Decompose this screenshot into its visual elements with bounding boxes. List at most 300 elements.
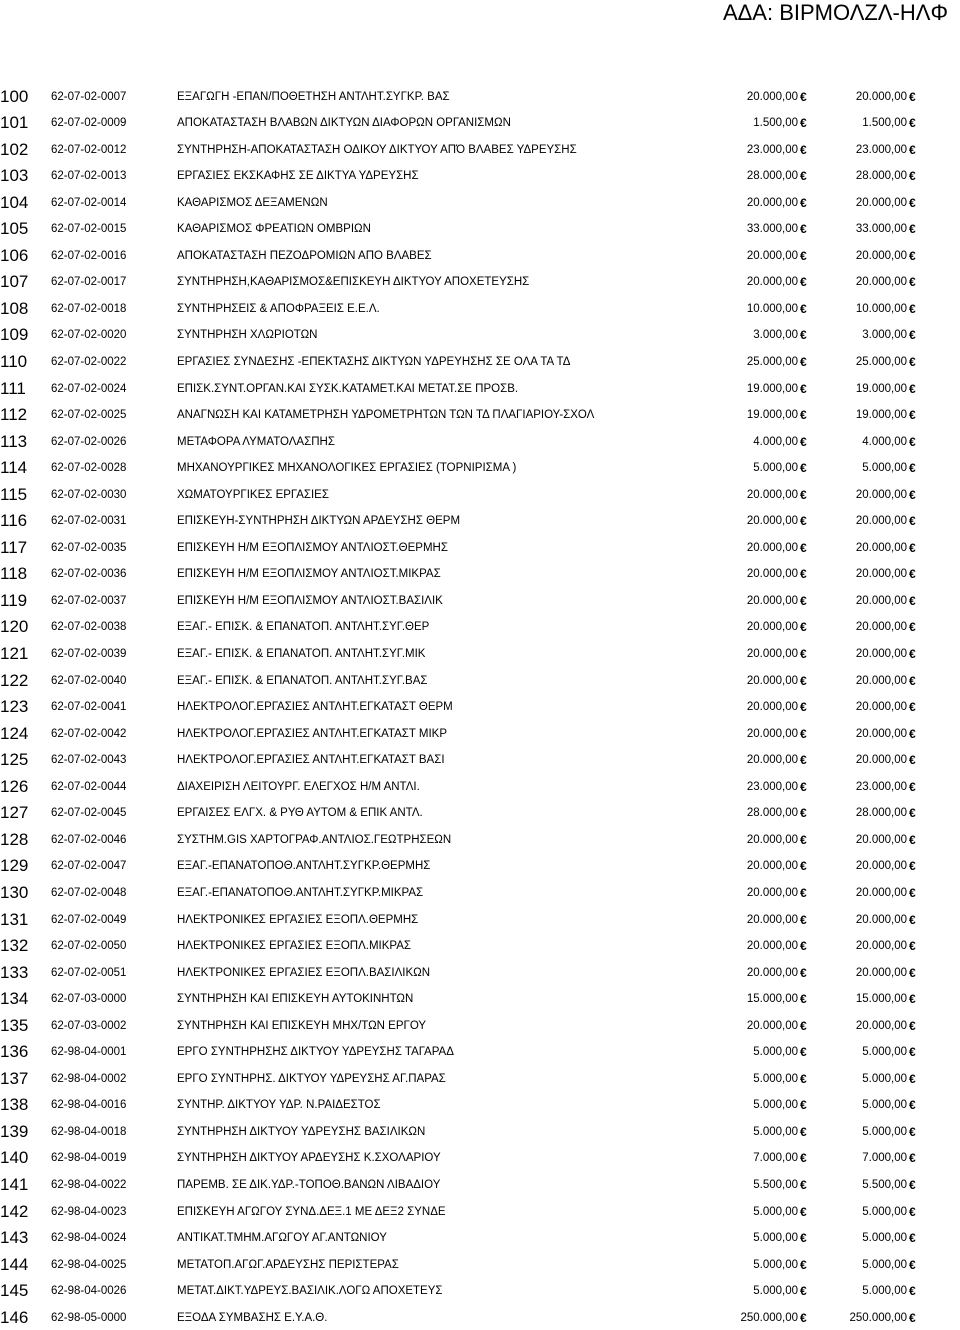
euro-sign: € — [909, 434, 916, 449]
euro-sign: € — [909, 328, 916, 343]
amount-budget: 20.000,00 — [746, 488, 798, 501]
table-row — [0, 1276, 960, 1303]
table-row — [0, 612, 960, 639]
amount-budget: 20.000,00 — [746, 966, 798, 979]
amount-approved: 33.000,00 — [855, 223, 907, 236]
table-row — [0, 293, 960, 320]
table-row — [0, 1143, 960, 1170]
euro-sign: € — [909, 779, 916, 794]
description: ΚΑΘΑΡΙΣΜΟΣ ΦΡΕΑΤΙΩΝ ΟΜΒΡΙΩΝ — [177, 223, 371, 236]
euro-sign: € — [909, 248, 916, 263]
row-number: 144 — [0, 1254, 29, 1274]
row-number: 101 — [0, 113, 29, 133]
euro-sign: € — [909, 673, 916, 688]
amount-approved: 7.000,00 — [862, 1152, 907, 1165]
amount-budget: 20.000,00 — [746, 701, 798, 714]
amount-approved: 5.000,00 — [862, 1125, 907, 1138]
amount-budget: 10.000,00 — [746, 302, 798, 315]
euro-sign: € — [909, 992, 916, 1007]
euro-sign: € — [909, 408, 916, 423]
euro-sign: € — [909, 859, 916, 874]
account-code: 62-07-02-0050 — [51, 940, 127, 953]
description: ΕΞΑΓ.-ΕΠΑΝΑΤΟΠΟΘ.ΑΝΤΛΗΤ.ΣΥΓΚΡ.ΘΕΡΜΗΣ — [177, 860, 431, 873]
account-code: 62-07-02-0012 — [51, 143, 127, 156]
table-row — [0, 559, 960, 586]
amount-approved: 20.000,00 — [855, 648, 907, 661]
description: ΣΥΝΤΗΡΗΣΗ ΧΛΩΡΙΟΤΩΝ — [177, 329, 318, 342]
amount-approved: 20.000,00 — [855, 860, 907, 873]
row-number: 132 — [0, 936, 29, 956]
euro-sign: € — [909, 461, 916, 476]
account-code: 62-98-05-0000 — [51, 1311, 127, 1324]
account-code: 62-07-02-0047 — [51, 860, 127, 873]
amount-approved: 5.000,00 — [862, 1285, 907, 1298]
amount-approved: 20.000,00 — [855, 196, 907, 209]
amount-approved: 20.000,00 — [855, 594, 907, 607]
amount-approved: 20.000,00 — [855, 90, 907, 103]
account-code: 62-98-04-0024 — [51, 1232, 127, 1245]
row-number: 108 — [0, 298, 29, 318]
row-number: 127 — [0, 803, 29, 823]
row-number: 131 — [0, 909, 29, 929]
amount-budget: 5.000,00 — [753, 462, 798, 475]
euro-sign: € — [800, 142, 807, 157]
amount-budget: 5.000,00 — [753, 1258, 798, 1271]
row-number: 123 — [0, 697, 29, 717]
description: ΜΕΤΑΤΟΠ.ΑΓΩΓ.ΑΡΔΕΥΣΗΣ ΠΕΡΙΣΤΕΡΑΣ — [177, 1258, 399, 1271]
account-code: 62-98-04-0016 — [51, 1099, 127, 1112]
amount-approved: 20.000,00 — [855, 727, 907, 740]
euro-sign: € — [800, 434, 807, 449]
account-code: 62-98-04-0018 — [51, 1125, 127, 1138]
euro-sign: € — [909, 222, 916, 237]
euro-sign: € — [909, 540, 916, 555]
amount-approved: 20.000,00 — [855, 621, 907, 634]
account-code: 62-07-02-0015 — [51, 223, 127, 236]
account-code: 62-07-02-0031 — [51, 515, 127, 528]
amount-approved: 20.000,00 — [855, 886, 907, 899]
description: ΕΡΓΑΣΙΕΣ ΣΥΝΔΕΣΗΣ -ΕΠΕΚΤΑΣΗΣ ΔΙΚΤΥΩΝ ΥΔΡΕΥΗΣΗΣ ΣΕ ΟΛΑ ΤΑ ΤΔ — [177, 356, 571, 369]
row-number: 103 — [0, 166, 29, 186]
amount-approved: 19.000,00 — [855, 409, 907, 422]
euro-sign: € — [909, 726, 916, 741]
amount-budget: 20.000,00 — [746, 940, 798, 953]
amount-budget: 5.500,00 — [753, 1178, 798, 1191]
amount-budget: 20.000,00 — [746, 196, 798, 209]
euro-sign: € — [909, 514, 916, 529]
amount-approved: 20.000,00 — [855, 488, 907, 501]
euro-sign: € — [909, 832, 916, 847]
row-number: 112 — [0, 405, 28, 425]
euro-sign: € — [909, 620, 916, 635]
description: ΗΛΕΚΤΡΟΛΟΓ.ΕΡΓΑΣΙΕΣ ΑΝΤΛΗΤ.ΕΓΚΑΤΑΣΤ ΜΙΚΡ — [177, 727, 448, 740]
account-code: 62-07-02-0040 — [51, 674, 127, 687]
account-code: 62-07-02-0007 — [51, 90, 127, 103]
amount-approved: 5.500,00 — [862, 1178, 907, 1191]
euro-sign: € — [800, 195, 807, 210]
account-code: 62-07-02-0043 — [51, 754, 127, 767]
euro-sign: € — [800, 700, 807, 715]
table-row — [0, 1196, 960, 1223]
account-code: 62-98-04-0022 — [51, 1178, 127, 1191]
amount-approved: 20.000,00 — [855, 674, 907, 687]
amount-approved: 20.000,00 — [855, 940, 907, 953]
amount-budget: 20.000,00 — [746, 860, 798, 873]
euro-sign: € — [800, 620, 807, 635]
euro-sign: € — [800, 593, 807, 608]
table-row — [0, 745, 960, 772]
description: ΕΠΙΣΚΕΥΗ Η/Μ ΕΞΟΠΛΙΣΜΟΥ ΑΝΤΛΙΟΣΤ.ΘΕΡΜΗΣ — [177, 541, 448, 554]
euro-sign: € — [800, 1257, 807, 1272]
amount-budget: 5.000,00 — [753, 1205, 798, 1218]
table-row — [0, 1010, 960, 1037]
euro-sign: € — [800, 169, 807, 184]
euro-sign: € — [800, 1045, 807, 1060]
description: ΣΥΝΤΗΡΗΣΗ ΔΙΚΤΥΟΥ ΑΡΔΕΥΣΗΣ Κ.ΣΧΟΛΑΡΙΟΥ — [177, 1152, 441, 1165]
table-row — [0, 1249, 960, 1276]
row-number: 119 — [0, 590, 28, 610]
euro-sign: € — [909, 275, 916, 290]
row-number: 126 — [0, 776, 29, 796]
euro-sign: € — [909, 1071, 916, 1086]
row-number: 117 — [0, 537, 28, 557]
table-row — [0, 320, 960, 347]
row-number: 146 — [0, 1307, 29, 1327]
euro-sign: € — [909, 1098, 916, 1113]
table-row — [0, 479, 960, 506]
row-number: 102 — [0, 139, 29, 159]
amount-budget: 5.000,00 — [753, 1072, 798, 1085]
description: ΕΞΑΓ.- ΕΠΙΣΚ. & ΕΠΑΝΑΤΟΠ. ΑΝΤΛΗΤ.ΣΥΓ.ΘΕΡ — [177, 621, 430, 634]
table-row — [0, 187, 960, 214]
table-row — [0, 108, 960, 135]
table-row — [0, 81, 960, 108]
table-row — [0, 665, 960, 692]
description: ΕΞΑΓ.-ΕΠΑΝΑΤΟΠΟΘ.ΑΝΤΛΗΤ.ΣΥΓΚΡ.ΜΙΚΡΑΣ — [177, 886, 424, 899]
row-number: 133 — [0, 962, 29, 982]
euro-sign: € — [909, 593, 916, 608]
table-row — [0, 984, 960, 1011]
euro-sign: € — [909, 806, 916, 821]
account-code: 62-98-04-0026 — [51, 1285, 127, 1298]
account-code: 62-07-03-0000 — [51, 993, 127, 1006]
euro-sign: € — [909, 939, 916, 954]
amount-budget: 20.000,00 — [746, 1019, 798, 1032]
euro-sign: € — [800, 753, 807, 768]
description: ΗΛΕΚΤΡΟΝΙΚΕΣ ΕΡΓΑΣΙΕΣ ΕΞΟΠΛ.ΘΕΡΜΗΣ — [177, 913, 419, 926]
euro-sign: € — [800, 355, 807, 370]
amount-budget: 4.000,00 — [753, 435, 798, 448]
table-row — [0, 1223, 960, 1250]
description: ΣΥΝΤΗΡΗΣΗ-ΑΠΟΚΑΤΑΣΤΑΣΗ ΟΔΙΚΟΥ ΔΙΚΤΥΟΥ ΑΠΌ ΒΛΑΒΕΣ ΥΔΡΕΥΣΗΣ — [177, 143, 577, 156]
euro-sign: € — [909, 1257, 916, 1272]
table-row — [0, 214, 960, 241]
account-code: 62-07-02-0030 — [51, 488, 127, 501]
euro-sign: € — [909, 142, 916, 157]
description: ΚΑΘΑΡΙΣΜΟΣ ΔΕΞΑΜΕΝΩΝ — [177, 196, 328, 209]
description: ΣΥΝΤΗΡΗΣΗ ΚΑΙ ΕΠΙΣΚΕΥΗ ΜΗΧ/ΤΩΝ ΕΡΓΟΥ — [177, 1019, 427, 1032]
amount-budget: 20.000,00 — [746, 568, 798, 581]
euro-sign: € — [800, 779, 807, 794]
row-number: 136 — [0, 1042, 29, 1062]
account-code: 62-07-02-0022 — [51, 356, 127, 369]
euro-sign: € — [800, 514, 807, 529]
row-number: 142 — [0, 1201, 29, 1221]
table-row — [0, 718, 960, 745]
euro-sign: € — [909, 1204, 916, 1219]
euro-sign: € — [909, 301, 916, 316]
amount-budget: 20.000,00 — [746, 276, 798, 289]
euro-sign: € — [800, 1177, 807, 1192]
row-number: 116 — [0, 511, 28, 531]
row-number: 128 — [0, 829, 29, 849]
amount-approved: 5.000,00 — [862, 1046, 907, 1059]
amount-budget: 5.000,00 — [753, 1232, 798, 1245]
row-number: 145 — [0, 1281, 29, 1301]
table-row — [0, 506, 960, 533]
amount-budget: 1.500,00 — [753, 117, 798, 130]
account-code: 62-07-02-0037 — [51, 594, 127, 607]
euro-sign: € — [800, 275, 807, 290]
table-row — [0, 1302, 960, 1329]
description: ΕΞΟΔΑ ΣΥΜΒΑΣΗΣ Ε.Υ.Α.Θ. — [177, 1311, 328, 1324]
euro-sign: € — [800, 673, 807, 688]
ada-identifier: ΑΔΑ: ΒΙΡΜΟΛΖΛ-ΗΛΦ — [722, 0, 948, 25]
table-row — [0, 798, 960, 825]
euro-sign: € — [800, 222, 807, 237]
description: ΕΠΙΣΚΕΥΗ ΑΓΩΓΟΥ ΣΥΝΔ.ΔΕΞ.1 ΜΕ ΔΕΞ2 ΣΥΝΔΕ — [177, 1205, 446, 1218]
euro-sign: € — [800, 381, 807, 396]
account-code: 62-07-02-0017 — [51, 276, 127, 289]
description: ΣΥΝΤΗΡΗΣΗ,ΚΑΘΑΡΙΣΜΟΣ&ΕΠΙΣΚΕΥΗ ΔΙΚΤΥΟΥ ΑΠΟΧΕΤΕΥΣΗΣ — [177, 276, 530, 289]
table-row — [0, 851, 960, 878]
euro-sign: € — [800, 1018, 807, 1033]
amount-budget: 7.000,00 — [753, 1152, 798, 1165]
description: ΜΗΧΑΝΟΥΡΓΙΚΕΣ ΜΗΧΑΝΟΛΟΓΙΚΕΣ ΕΡΓΑΣΙΕΣ (ΤΟΡΝΙΡΙΣΜΑ ) — [177, 462, 517, 475]
description: ΕΠΙΣΚΕΥΗ Η/Μ ΕΞΟΠΛΙΣΜΟΥ ΑΝΤΛΙΟΣΤ.ΜΙΚΡΑΣ — [177, 568, 441, 581]
account-code: 62-07-02-0028 — [51, 462, 127, 475]
row-number: 139 — [0, 1121, 29, 1141]
row-number: 129 — [0, 856, 29, 876]
amount-budget: 20.000,00 — [746, 594, 798, 607]
description: ΑΝΤΙΚΑΤ.ΤΜΗΜ.ΑΓΩΓΟΥ ΑΓ.ΑΝΤΩΝΙΟΥ — [177, 1232, 387, 1245]
amount-budget: 20.000,00 — [746, 515, 798, 528]
table-row — [0, 267, 960, 294]
amount-approved: 23.000,00 — [855, 780, 907, 793]
euro-sign: € — [909, 116, 916, 131]
amount-approved: 20.000,00 — [855, 833, 907, 846]
table-row — [0, 904, 960, 931]
row-number: 105 — [0, 219, 29, 239]
euro-sign: € — [909, 965, 916, 980]
description: ΕΞΑΓ.- ΕΠΙΣΚ. & ΕΠΑΝΑΤΟΠ. ΑΝΤΛΗΤ.ΣΥΓ.ΒΑΣ — [177, 674, 428, 687]
euro-sign: € — [800, 832, 807, 847]
table-row — [0, 585, 960, 612]
account-code: 62-07-02-0024 — [51, 382, 127, 395]
euro-sign: € — [800, 1284, 807, 1299]
euro-sign: € — [909, 1231, 916, 1246]
description: ΕΠΙΣΚΕΥΗ Η/Μ ΕΞΟΠΛΙΣΜΟΥ ΑΝΤΛΙΟΣΤ.ΒΑΣΙΛΙΚ — [177, 594, 443, 607]
row-number: 121 — [0, 644, 29, 664]
euro-sign: € — [909, 700, 916, 715]
amount-budget: 5.000,00 — [753, 1285, 798, 1298]
description: ΜΕΤΑΤ.ΔΙΚΤ.ΥΔΡΕΥΣ.ΒΑΣΙΛΙΚ.ΛΟΓΩ ΑΠΟΧΕΤΕΥΣ — [177, 1285, 443, 1298]
euro-sign: € — [800, 1124, 807, 1139]
account-code: 62-07-02-0009 — [51, 117, 127, 130]
account-code: 62-07-02-0044 — [51, 780, 127, 793]
table-row — [0, 1169, 960, 1196]
amount-approved: 20.000,00 — [855, 1019, 907, 1032]
table-row — [0, 957, 960, 984]
euro-sign: € — [909, 381, 916, 396]
euro-sign: € — [800, 1151, 807, 1166]
amount-approved: 20.000,00 — [855, 966, 907, 979]
amount-budget: 19.000,00 — [746, 382, 798, 395]
description: ΔΙΑΧΕΙΡΙΣΗ ΛΕΙΤΟΥΡΓ. ΕΛΕΓΧΟΣ Η/Μ ΑΝΤΛΙ. — [177, 780, 420, 793]
account-code: 62-07-02-0014 — [51, 196, 127, 209]
euro-sign: € — [909, 912, 916, 927]
description: ΕΡΓΑΙΣΕΣ ΕΛΓΧ. & ΡΥΘ ΑΥΤΟΜ & ΕΠΙΚ ΑΝΤΛ. — [177, 807, 423, 820]
euro-sign: € — [800, 859, 807, 874]
table-row — [0, 373, 960, 400]
euro-sign: € — [909, 89, 916, 104]
table-row — [0, 240, 960, 267]
table-row — [0, 638, 960, 665]
amount-approved: 25.000,00 — [855, 356, 907, 369]
row-number: 138 — [0, 1095, 29, 1115]
amount-approved: 4.000,00 — [862, 435, 907, 448]
amount-budget: 20.000,00 — [746, 249, 798, 262]
row-number: 135 — [0, 1015, 29, 1035]
euro-sign: € — [909, 1045, 916, 1060]
row-number: 130 — [0, 882, 29, 902]
euro-sign: € — [800, 89, 807, 104]
euro-sign: € — [800, 116, 807, 131]
euro-sign: € — [909, 647, 916, 662]
account-code: 62-07-02-0051 — [51, 966, 127, 979]
table-row — [0, 692, 960, 719]
description: ΣΥΝΤΗΡΗΣΗ ΔΙΚΤΥΟΥ ΥΔΡΕΥΣΗΣ ΒΑΣΙΛΙΚΩΝ — [177, 1125, 426, 1138]
euro-sign: € — [909, 1177, 916, 1192]
account-code: 62-07-02-0049 — [51, 913, 127, 926]
account-code: 62-07-02-0013 — [51, 170, 127, 183]
euro-sign: € — [800, 1204, 807, 1219]
account-code: 62-07-02-0036 — [51, 568, 127, 581]
row-number: 106 — [0, 245, 29, 265]
account-code: 62-98-04-0023 — [51, 1205, 127, 1218]
amount-budget: 23.000,00 — [746, 143, 798, 156]
table-row — [0, 771, 960, 798]
table-row — [0, 400, 960, 427]
account-code: 62-98-04-0025 — [51, 1258, 127, 1271]
amount-budget: 5.000,00 — [753, 1099, 798, 1112]
amount-approved: 20.000,00 — [855, 913, 907, 926]
euro-sign: € — [800, 647, 807, 662]
table-row — [0, 824, 960, 851]
table-row — [0, 1063, 960, 1090]
account-code: 62-07-02-0038 — [51, 621, 127, 634]
amount-approved: 1.500,00 — [862, 117, 907, 130]
description: ΣΥΝΤΗΡ. ΔΙΚΤΥΟΥ ΥΔΡ. Ν.ΡΑΙΔΕΣΤΟΣ — [177, 1099, 381, 1112]
account-code: 62-07-02-0041 — [51, 701, 127, 714]
amount-budget: 20.000,00 — [746, 886, 798, 899]
account-code: 62-07-02-0016 — [51, 249, 127, 262]
amount-budget: 33.000,00 — [746, 223, 798, 236]
amount-budget: 20.000,00 — [746, 727, 798, 740]
euro-sign: € — [909, 1151, 916, 1166]
row-number: 109 — [0, 325, 29, 345]
row-number: 113 — [0, 431, 28, 451]
description: ΗΛΕΚΤΡΟΝΙΚΕΣ ΕΡΓΑΣΙΕΣ ΕΞΟΠΛ.ΜΙΚΡΑΣ — [177, 940, 411, 953]
account-code: 62-07-02-0035 — [51, 541, 127, 554]
row-number: 100 — [0, 86, 29, 106]
row-number: 134 — [0, 989, 29, 1009]
description: ΕΠΙΣΚΕΥΗ-ΣΥΝΤΗΡΗΣΗ ΔΙΚΤΥΩΝ ΑΡΔΕΥΣΗΣ ΘΕΡΜ — [177, 515, 461, 528]
description: ΗΛΕΚΤΡΟΝΙΚΕΣ ΕΡΓΑΣΙΕΣ ΕΞΟΠΛ.ΒΑΣΙΛΙΚΩΝ — [177, 966, 431, 979]
row-number: 110 — [0, 352, 28, 372]
amount-approved: 5.000,00 — [862, 1099, 907, 1112]
euro-sign: € — [800, 567, 807, 582]
row-number: 118 — [0, 564, 28, 584]
amount-approved: 28.000,00 — [855, 170, 907, 183]
row-number: 137 — [0, 1068, 29, 1088]
description: ΑΝΑΓΝΩΣΗ ΚΑΙ ΚΑΤΑΜΕΤΡΗΣΗ ΥΔΡΟΜΕΤΡΗΤΩΝ ΤΩΝ ΤΔ ΠΛΑΓΙΑΡΙΟΥ-ΣΧΟΛ — [177, 409, 595, 422]
table-row — [0, 161, 960, 188]
amount-approved: 28.000,00 — [855, 807, 907, 820]
amount-budget: 5.000,00 — [753, 1046, 798, 1059]
amount-approved: 20.000,00 — [855, 568, 907, 581]
amount-budget: 28.000,00 — [746, 170, 798, 183]
description: ΕΞΑΓΩΓΗ -ΕΠΑΝ/ΠΟΘΕΤΗΣΗ ΑΝΤΛΗΤ.ΣΥΓΚΡ. ΒΑΣ — [177, 90, 450, 103]
row-number: 122 — [0, 670, 29, 690]
table-row — [0, 1116, 960, 1143]
table-row — [0, 426, 960, 453]
amount-approved: 20.000,00 — [855, 249, 907, 262]
description: ΕΡΓΟ ΣΥΝΤΗΡΗΣ. ΔΙΚΤΥΟΥ ΥΔΡΕΥΣΗΣ ΑΓ.ΠΑΡΑΣ — [177, 1072, 446, 1085]
description: ΗΛΕΚΤΡΟΛΟΓ.ΕΡΓΑΣΙΕΣ ΑΝΤΛΗΤ.ΕΓΚΑΤΑΣΤ ΘΕΡΜ — [177, 701, 453, 714]
amount-approved: 5.000,00 — [862, 1205, 907, 1218]
table-row — [0, 346, 960, 373]
description: ΕΡΓΟ ΣΥΝΤΗΡΗΣΗΣ ΔΙΚΤΥΟΥ ΥΔΡΕΥΣΗΣ ΤΑΓΑΡΑΔ — [177, 1046, 454, 1059]
table-row — [0, 931, 960, 958]
table-row — [0, 1090, 960, 1117]
euro-sign: € — [800, 885, 807, 900]
amount-budget: 20.000,00 — [746, 913, 798, 926]
amount-approved: 19.000,00 — [855, 382, 907, 395]
euro-sign: € — [800, 487, 807, 502]
euro-sign: € — [909, 885, 916, 900]
row-number: 115 — [0, 484, 28, 504]
euro-sign: € — [800, 461, 807, 476]
amount-budget: 28.000,00 — [746, 807, 798, 820]
row-number: 107 — [0, 272, 29, 292]
euro-sign: € — [800, 1098, 807, 1113]
amount-approved: 10.000,00 — [855, 302, 907, 315]
amount-approved: 20.000,00 — [855, 541, 907, 554]
euro-sign: € — [800, 965, 807, 980]
euro-sign: € — [800, 1310, 807, 1325]
euro-sign: € — [909, 487, 916, 502]
description: ΕΡΓΑΣΙΕΣ ΕΚΣΚΑΦΗΣ ΣΕ ΔΙΚΤΥΑ ΥΔΡΕΥΣΗΣ — [177, 170, 419, 183]
budget-table — [0, 81, 960, 1329]
account-code: 62-07-02-0018 — [51, 302, 127, 315]
amount-budget: 20.000,00 — [746, 754, 798, 767]
euro-sign: € — [800, 248, 807, 263]
amount-budget: 20.000,00 — [746, 90, 798, 103]
account-code: 62-07-02-0048 — [51, 886, 127, 899]
euro-sign: € — [909, 1310, 916, 1325]
amount-approved: 20.000,00 — [855, 701, 907, 714]
